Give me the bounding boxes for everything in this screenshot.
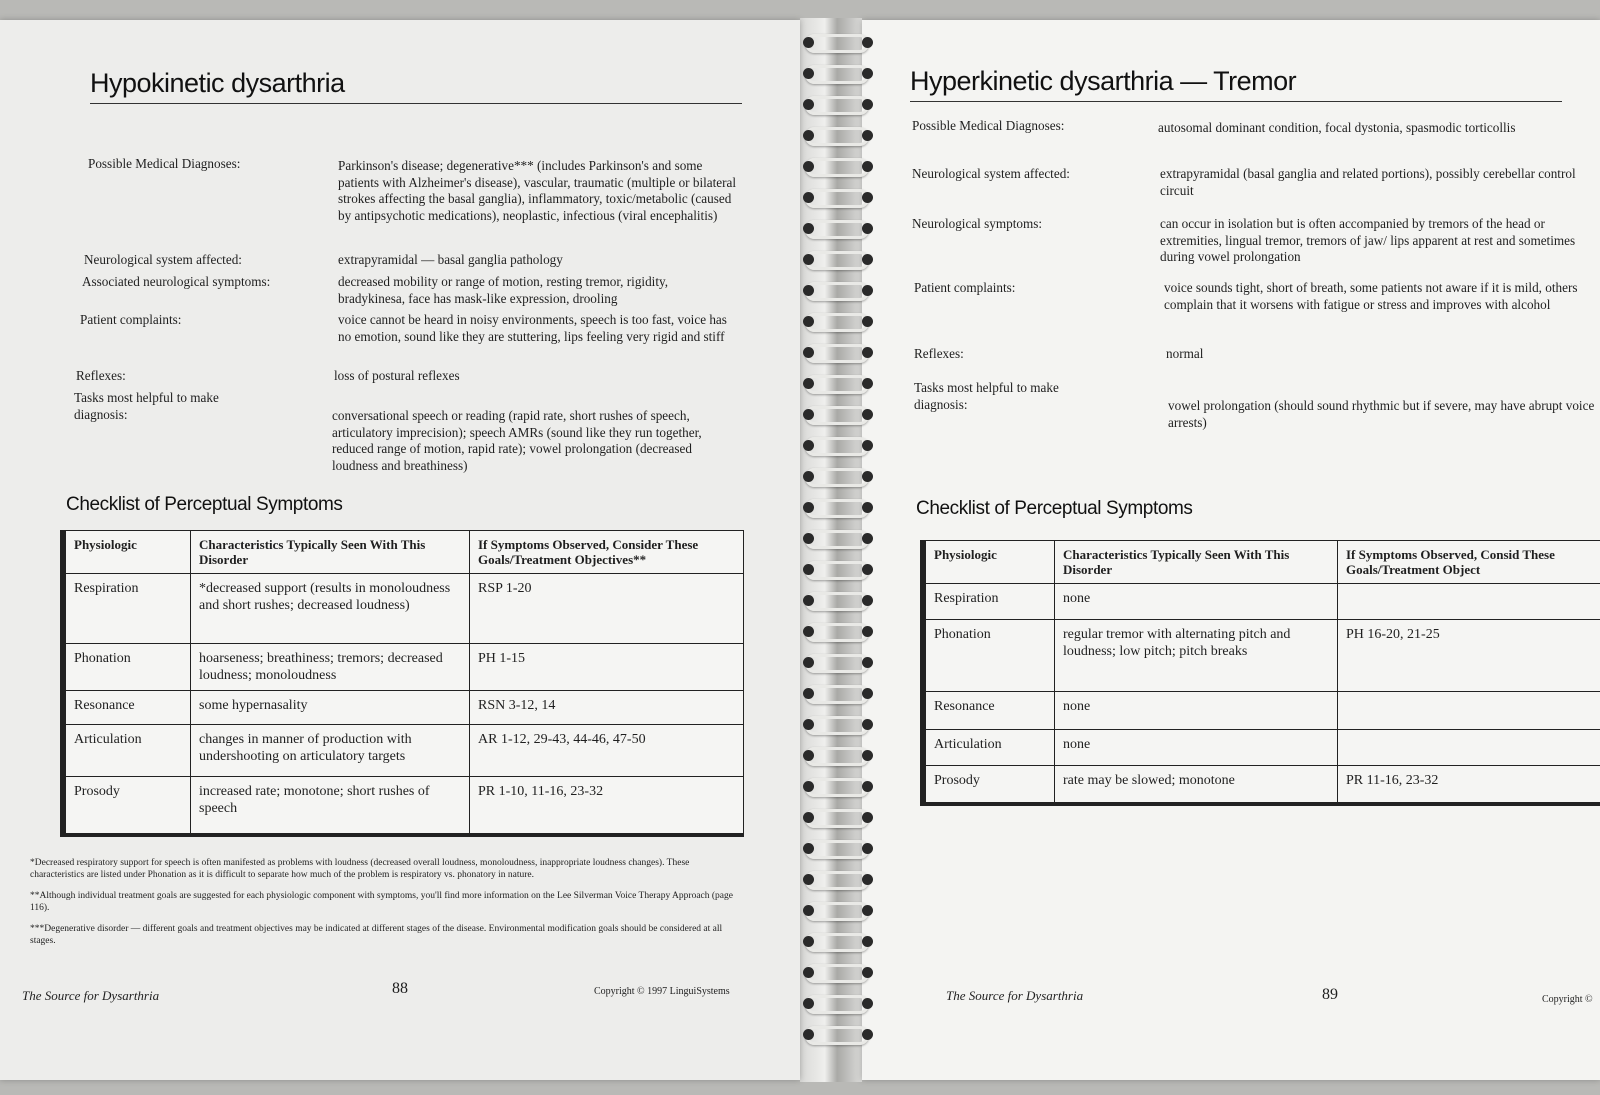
info-value: extrapyramidal — basal ganglia pathology <box>338 252 563 267</box>
table-cell: regular tremor with alternating pitch and loudness; low pitch; pitch breaks <box>1055 620 1338 692</box>
left-page <box>0 20 800 1080</box>
info-label: Patient complaints: <box>80 312 182 327</box>
checklist-title: Checklist of Perceptual Symptoms <box>916 498 1193 519</box>
footer-title: The Source for Dysarthria <box>22 988 160 1003</box>
page-number: 89 <box>1322 986 1338 1003</box>
binding-ring <box>805 592 869 611</box>
table-header: Characteristics Typically Seen With This Disorder <box>1055 541 1338 584</box>
table-cell: Articulation <box>63 725 191 777</box>
symptom-table <box>60 530 744 837</box>
spiral-binding <box>800 18 862 1082</box>
table-row <box>923 766 1600 804</box>
binding-ring <box>805 34 869 53</box>
binding-ring <box>805 65 869 84</box>
info-label: Possible Medical Diagnoses: <box>912 118 1065 133</box>
binding-ring <box>805 902 869 921</box>
binding-ring <box>805 809 869 828</box>
info-section <box>74 138 750 473</box>
info-label: Tasks most helpful to make diagnosis: <box>914 380 1059 412</box>
binding-ring <box>805 716 869 735</box>
table-row <box>923 692 1600 730</box>
binding-ring <box>805 964 869 983</box>
binding-ring <box>805 313 869 332</box>
info-row-symptoms <box>912 216 1600 280</box>
info-value: decreased mobility or range of motion, resting tremor, rigidity, bradykinesa, face has mask-like expression, drooling <box>338 274 669 306</box>
info-label: Possible Medical Diagnoses: <box>88 156 241 171</box>
footnote: ***Degenerative disorder — different goals and treatment objectives may be indicated at different stages of the disease. Environmental modification goals should be considered at all stages. <box>30 924 723 946</box>
info-row-diagnoses <box>912 118 1600 166</box>
copyright: Copyright © 1997 LinguiSystems <box>594 986 730 997</box>
binding-ring <box>805 468 869 487</box>
footnote: **Although individual treatment goals are suggested for each physiologic component with symptoms, you'll find more information on the Lee Silverman Voice Therapy Approach (page 116). <box>30 891 733 913</box>
table-cell: Phonation <box>63 644 191 691</box>
table-row <box>923 620 1600 692</box>
table-cell: Resonance <box>923 692 1055 730</box>
table-row <box>63 777 744 835</box>
table-cell: RSP 1-20 <box>470 574 744 644</box>
table-row <box>63 691 744 725</box>
info-row-tasks <box>912 380 1600 436</box>
info-row-complaints <box>912 280 1600 346</box>
info-label: Neurological symptoms: <box>912 216 1043 231</box>
table-cell: PR 1-10, 11-16, 23-32 <box>470 777 744 835</box>
table-cell <box>1338 692 1600 730</box>
table-header: If Symptoms Observed, Consid These Goals/Treatment Object <box>1338 541 1600 584</box>
table-cell: RSN 3-12, 14 <box>470 691 744 725</box>
binding-ring <box>805 1026 869 1045</box>
table-cell <box>1338 584 1600 620</box>
info-section <box>912 118 1600 436</box>
footer-title: The Source for Dysarthria <box>946 988 1084 1003</box>
page-number: 88 <box>392 980 408 997</box>
checklist-title: Checklist of Perceptual Symptoms <box>66 494 343 515</box>
symptom-table <box>920 540 1600 806</box>
page-title-bar <box>90 68 742 104</box>
table-row <box>63 574 744 644</box>
binding-ring <box>805 375 869 394</box>
info-row-symptoms <box>80 274 750 312</box>
table-cell: rate may be slowed; monotone <box>1055 766 1338 804</box>
binding-ring <box>805 685 869 704</box>
binding-ring <box>805 406 869 425</box>
table-header: Physiologic <box>923 541 1055 584</box>
binding-ring <box>805 251 869 270</box>
table-cell: PH 16-20, 21-25 <box>1338 620 1600 692</box>
binding-ring <box>805 530 869 549</box>
info-label: Tasks most helpful to make diagnosis: <box>74 390 219 422</box>
table-row <box>923 584 1600 620</box>
info-row-complaints <box>80 312 750 368</box>
table-cell: Respiration <box>63 574 191 644</box>
table-cell: Articulation <box>923 730 1055 766</box>
table-header: Physiologic <box>63 531 191 574</box>
table-cell: PH 1-15 <box>470 644 744 691</box>
info-label: Neurological system affected: <box>84 252 242 267</box>
page-title: Hypokinetic dysarthria <box>90 68 345 98</box>
binding-ring <box>805 189 869 208</box>
binding-ring <box>805 995 869 1014</box>
page-title: Hyperkinetic dysarthria — Tremor <box>910 66 1297 96</box>
info-value: conversational speech or reading (rapid rate, short rushes of speech, articulatory imprecision); speech AMRs (sound like they run together, reduced range of motion, rapid rate); vowel prolongation (decreased loudness and breathiness) <box>332 408 702 473</box>
table-cell: AR 1-12, 29-43, 44-46, 47-50 <box>470 725 744 777</box>
table-row <box>923 730 1600 766</box>
table-cell: *decreased support (results in monoloudness and short rushes; decreased loudness) <box>191 574 470 644</box>
info-label: Neurological system affected: <box>912 166 1070 181</box>
binding-ring <box>805 747 869 766</box>
info-row-reflexes <box>912 346 1600 380</box>
info-row-system <box>912 166 1600 216</box>
binding-ring <box>805 654 869 673</box>
right-page <box>862 20 1600 1080</box>
info-value: extrapyramidal (basal ganglia and related portions), possibly cerebellar control circuit <box>1160 166 1576 198</box>
table-cell: Prosody <box>923 766 1055 804</box>
binding-ring <box>805 623 869 642</box>
info-label: Associated neurological symptoms: <box>82 274 271 289</box>
binding-ring <box>805 437 869 456</box>
table-row <box>63 644 744 691</box>
info-value: Parkinson's disease; degenerative*** (includes Parkinson's and some patients with Alzheimer's disease), vascular, traumatic (multiple or bilateral strokes affecting the basal ganglia), inflammatory, toxic/metabolic (caused by antipsychotic medications), neoplastic, infectious (viral encephalitis) <box>338 158 737 223</box>
info-value: autosomal dominant condition, focal dystonia, spasmodic torticollis <box>1158 120 1516 135</box>
table-cell: Phonation <box>923 620 1055 692</box>
binding-ring <box>805 933 869 952</box>
table-cell <box>1338 730 1600 766</box>
table-cell: Resonance <box>63 691 191 725</box>
table-cell: hoarseness; breathiness; tremors; decreased loudness; monoloudness <box>191 644 470 691</box>
binding-ring <box>805 499 869 518</box>
page-title-bar <box>910 66 1562 102</box>
binding-ring <box>805 127 869 146</box>
info-value: voice cannot be heard in noisy environments, speech is too fast, voice has no emotion, sound like they are stuttering, lips feeling very rigid and stiff <box>338 312 727 344</box>
table-cell: none <box>1055 584 1338 620</box>
info-row-diagnoses <box>80 138 750 228</box>
binding-ring <box>805 778 869 797</box>
binding-ring <box>805 840 869 859</box>
info-label: Reflexes: <box>76 368 126 383</box>
footnote: *Decreased respiratory support for speech is often manifested as problems with loudness (decreased overall loudness, monoloudness, inappropriate loudness changes). These characteristics are listed under Phonation as it is difficult to separate how much of the problem is respiratory vs. phonatory in nature. <box>30 858 690 880</box>
binding-ring <box>805 871 869 890</box>
table-row <box>63 725 744 777</box>
info-value: voice sounds tight, short of breath, some patients not aware if it is mild, others complain that it worsens with fatigue or stress and improves with alcohol <box>1164 280 1578 312</box>
info-value: can occur in isolation but is often accompanied by tremors of the head or extremities, lingual tremor, tremors of jaw/ lips apparent at rest and sometimes during vowel prolongation <box>1160 216 1576 264</box>
table-header: Characteristics Typically Seen With This Disorder <box>191 531 470 574</box>
footnotes <box>30 858 742 957</box>
table-cell: Prosody <box>63 777 191 835</box>
table-cell: PR 11-16, 23-32 <box>1338 766 1600 804</box>
info-value: loss of postural reflexes <box>334 368 460 383</box>
binding-ring <box>805 282 869 301</box>
info-value: normal <box>1166 346 1204 361</box>
info-value: vowel prolongation (should sound rhythmic but if severe, may have abrupt voice arrests) <box>1168 398 1595 430</box>
table-cell: some hypernasality <box>191 691 470 725</box>
info-label: Patient complaints: <box>914 280 1016 295</box>
binding-ring <box>805 344 869 363</box>
binding-ring <box>805 96 869 115</box>
table-cell: changes in manner of production with undershooting on articulatory targets <box>191 725 470 777</box>
table-cell: increased rate; monotone; short rushes of speech <box>191 777 470 835</box>
info-row-system <box>80 252 750 274</box>
table-cell: none <box>1055 730 1338 766</box>
table-cell: none <box>1055 692 1338 730</box>
copyright: Copyright © <box>1542 994 1593 1005</box>
binding-ring <box>805 220 869 239</box>
table-header-row <box>63 531 744 574</box>
info-label: Reflexes: <box>914 346 964 361</box>
table-cell: Respiration <box>923 584 1055 620</box>
table-header: If Symptoms Observed, Consider These Goals/Treatment Objectives** <box>470 531 744 574</box>
binding-ring <box>805 158 869 177</box>
table-header-row <box>923 541 1600 584</box>
binding-ring <box>805 561 869 580</box>
info-row-tasks <box>74 390 750 473</box>
info-row-reflexes <box>76 368 750 390</box>
